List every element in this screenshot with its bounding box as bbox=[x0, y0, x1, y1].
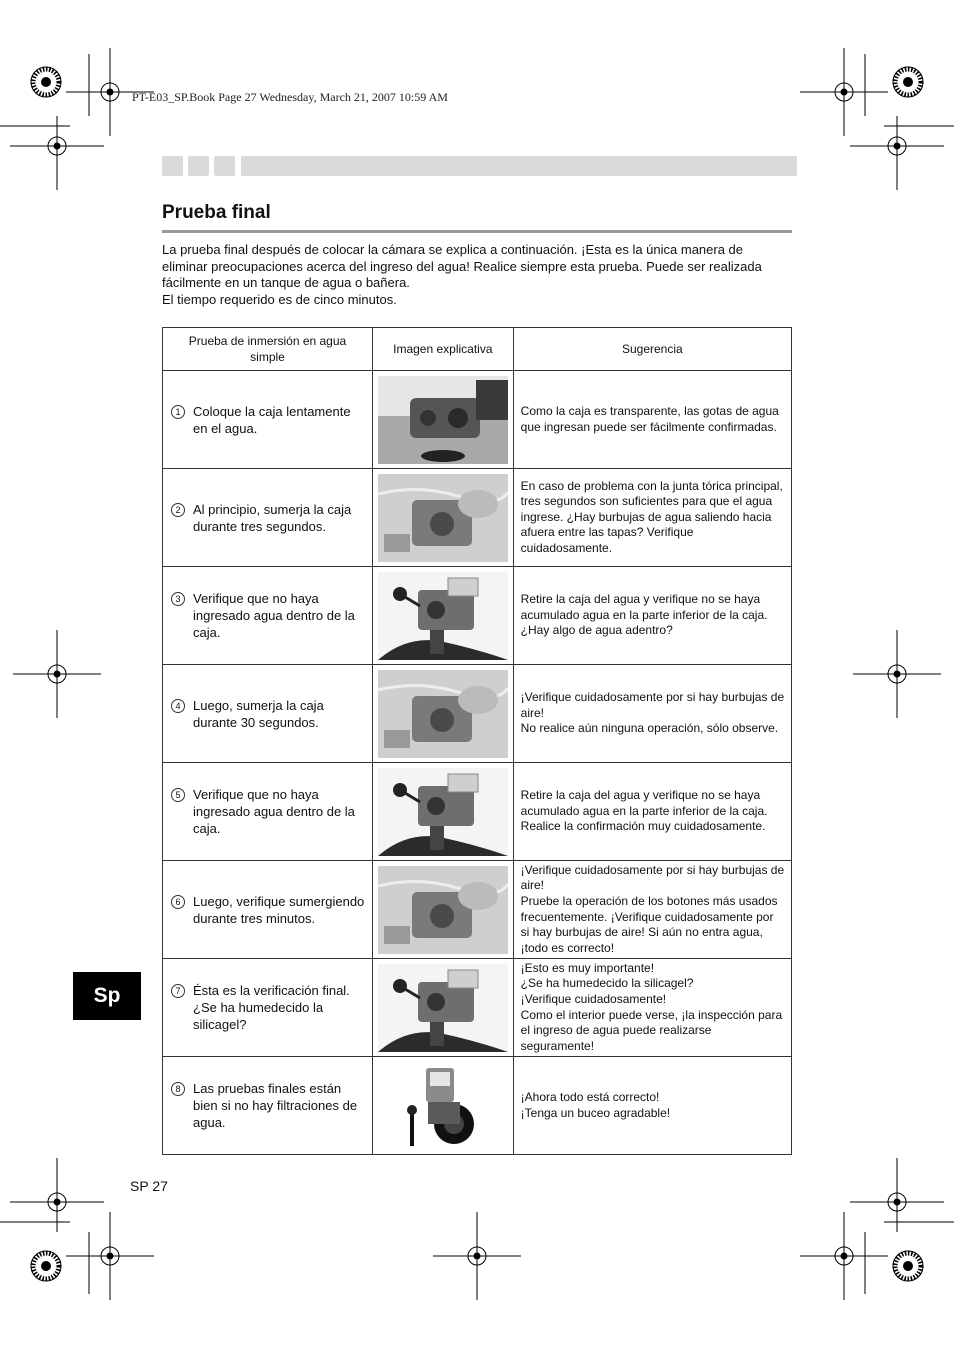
step-cell bbox=[163, 959, 373, 1057]
tip-cell bbox=[513, 567, 791, 665]
step-number-icon: 3 bbox=[171, 592, 185, 606]
table-row bbox=[163, 469, 792, 567]
tip-cell bbox=[513, 371, 791, 469]
image-cell bbox=[373, 1057, 514, 1155]
intro-paragraph bbox=[162, 242, 794, 308]
step-number-icon: 4 bbox=[171, 699, 185, 713]
tip-cell bbox=[513, 861, 791, 959]
step-number-icon: 8 bbox=[171, 1082, 185, 1096]
image-cell bbox=[373, 665, 514, 763]
tip-text: Retire la caja del agua y verifique no se haya acumulado agua en la parte inferior de la caja. Realice la confirmación muy cuidadosamente. bbox=[520, 788, 768, 834]
table-header-row bbox=[163, 328, 792, 371]
intro-line: La prueba final después de colocar la cámara se explica a continuación. ¡Esta es la única manera de bbox=[162, 242, 744, 257]
tip-text: ¡Verifique cuidadosamente por si hay burbujas de aire! Pruebe la operación de los botones más usados frecuentemente. ¡Verifique cuidadosamente por si hay burbujas de aire! Si aún no entra agua, ¡todo es correcto! bbox=[520, 862, 785, 955]
intro-line: fácilmente en un tanque de agua o bañera. bbox=[162, 275, 410, 290]
step-cell bbox=[163, 371, 373, 469]
image-cell bbox=[373, 861, 514, 959]
step-text: Verifique que no haya ingresado agua dentro de la caja. bbox=[193, 787, 355, 836]
intro-line: El tiempo requerido es de cinco minutos. bbox=[162, 291, 397, 307]
step-cell bbox=[163, 1057, 373, 1155]
tip-text: Retire la caja del agua y verifique no se haya acumulado agua en la parte inferior de la caja. ¿Hay algo de agua adentro? bbox=[520, 592, 768, 638]
header-image: Imagen explicativa bbox=[373, 328, 514, 371]
image-cell bbox=[373, 567, 514, 665]
housing-inspection-photo bbox=[378, 768, 508, 856]
table-row bbox=[163, 861, 792, 959]
housing-inspection-photo bbox=[378, 572, 508, 660]
image-cell bbox=[373, 959, 514, 1057]
table-row bbox=[163, 763, 792, 861]
tip-cell bbox=[513, 469, 791, 567]
header-block-2 bbox=[188, 156, 209, 176]
step-text: Al principio, sumerja la caja durante tres segundos. bbox=[193, 501, 352, 534]
step-number-icon: 2 bbox=[171, 503, 185, 517]
housing-complete-photo bbox=[378, 1062, 508, 1150]
tip-cell bbox=[513, 665, 791, 763]
step-text: Luego, verifique sumergiendo durante tres minutos. bbox=[193, 893, 365, 926]
step-cell bbox=[163, 469, 373, 567]
step-number-icon: 5 bbox=[171, 788, 185, 802]
tip-cell bbox=[513, 763, 791, 861]
step-text: Verifique que no haya ingresado agua dentro de la caja. bbox=[193, 591, 355, 640]
book-header-line: PT-E03_SP.Book Page 27 Wednesday, March 21, 2007 10:59 AM bbox=[132, 90, 448, 104]
tip-text: En caso de problema con la junta tórica principal, tres segundos son suficientes para que el agua ingrese. ¿Hay burbujas de agua saliendo hacia afuera entre las tapas? Verifique cuidadosamente. bbox=[520, 478, 783, 555]
tip-text: ¡Esto es muy importante! ¿Se ha humedecido la silicagel? ¡Verifique cuidadosamente! Como el interior puede verse, ¡la inspección para el ingreso de agua puede realizarse seguramente! bbox=[520, 960, 783, 1053]
step-text: Coloque la caja lentamente en el agua. bbox=[193, 403, 351, 436]
language-tab: Sp bbox=[73, 972, 141, 1020]
title-rule bbox=[162, 230, 792, 233]
housing-submerged-photo bbox=[378, 866, 508, 954]
housing-submerged-photo bbox=[378, 474, 508, 562]
header-block-3 bbox=[214, 156, 235, 176]
table-row bbox=[163, 1057, 792, 1155]
housing-submerged-photo bbox=[378, 670, 508, 758]
step-cell bbox=[163, 665, 373, 763]
page-number: SP 27 bbox=[130, 1178, 168, 1194]
header-bar bbox=[241, 156, 797, 176]
step-cell bbox=[163, 567, 373, 665]
tip-text: ¡Verifique cuidadosamente por si hay burbujas de aire! No realice aún ninguna operación, sólo observe. bbox=[520, 690, 785, 736]
step-number-icon: 7 bbox=[171, 984, 185, 998]
header-test: Prueba de inmersión en agua simple bbox=[163, 328, 373, 371]
tip-cell bbox=[513, 959, 791, 1057]
step-number-icon: 1 bbox=[171, 405, 185, 419]
step-cell bbox=[163, 763, 373, 861]
image-cell bbox=[373, 469, 514, 567]
table-row bbox=[163, 665, 792, 763]
header-tip: Sugerencia bbox=[513, 328, 791, 371]
tip-cell bbox=[513, 1057, 791, 1155]
header-block-1 bbox=[162, 156, 183, 176]
step-text: Las pruebas finales están bien si no hay filtraciones de agua. bbox=[193, 1081, 358, 1130]
step-text: Ésta es la verificación final. ¿Se ha humedecido la silicagel? bbox=[193, 983, 350, 1032]
housing-above-water-photo bbox=[378, 376, 508, 464]
table-row bbox=[163, 959, 792, 1057]
tip-text: ¡Ahora todo está correcto! ¡Tenga un buceo agradable! bbox=[520, 1089, 671, 1120]
table-row bbox=[163, 371, 792, 469]
image-cell bbox=[373, 371, 514, 469]
immersion-test-table bbox=[162, 327, 792, 1155]
step-number-icon: 6 bbox=[171, 895, 185, 909]
intro-line: eliminar preocupaciones acerca del ingreso del agua! Realice siempre esta prueba. Puede ser realizada bbox=[162, 258, 762, 274]
housing-inspection-photo bbox=[378, 964, 508, 1052]
step-cell bbox=[163, 861, 373, 959]
table-row bbox=[163, 567, 792, 665]
image-cell bbox=[373, 763, 514, 861]
step-text: Luego, sumerja la caja durante 30 segundos. bbox=[193, 697, 324, 730]
tip-text: Como la caja es transparente, las gotas de agua que ingresan puede ser fácilmente confirmadas. bbox=[520, 403, 779, 434]
section-title: Prueba final bbox=[162, 202, 271, 223]
